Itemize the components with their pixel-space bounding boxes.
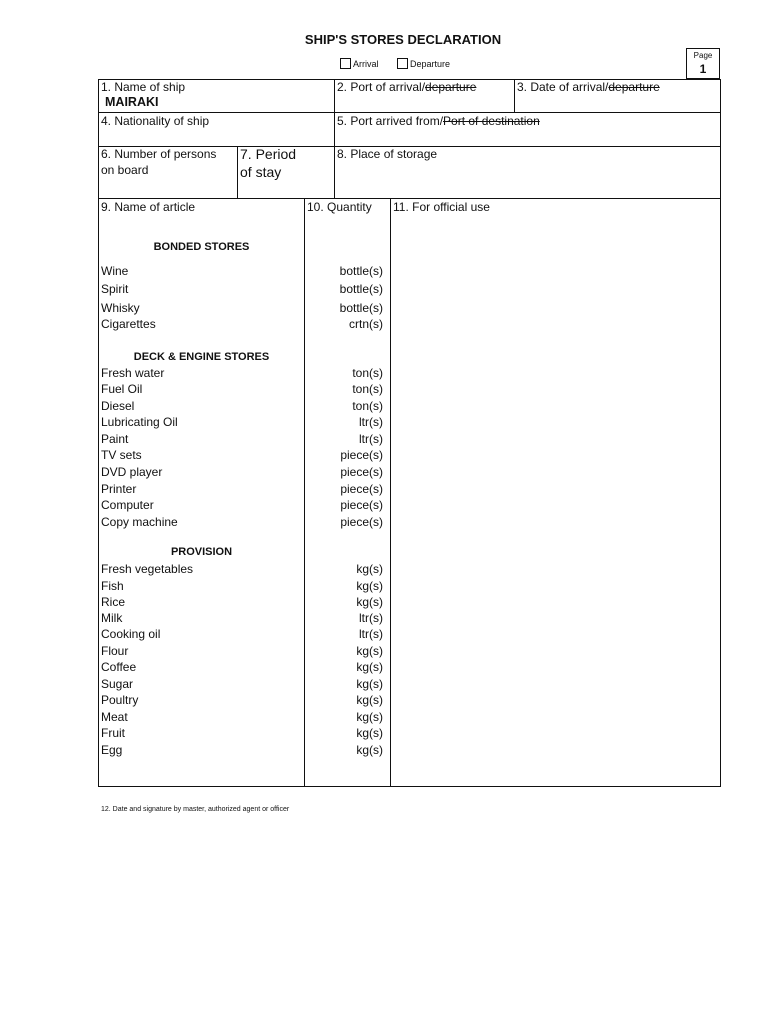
departure-checkbox-box[interactable] — [397, 58, 408, 69]
article-name: Fresh vegetables — [101, 562, 194, 576]
article-unit: ton(s) — [352, 382, 383, 396]
article-unit: ton(s) — [352, 366, 383, 380]
provision-heading: PROVISION — [170, 546, 233, 558]
article-name: Computer — [101, 498, 154, 512]
arrival-checkbox[interactable] — [340, 58, 379, 69]
article-name: Spirit — [101, 282, 129, 296]
article-name: Sugar — [101, 677, 134, 691]
field-5-label-struck: Port of destination — [443, 114, 540, 128]
form-bottom-border — [98, 786, 721, 787]
article-unit: piece(s) — [340, 515, 383, 529]
form-left-border — [98, 79, 99, 787]
article-unit: kg(s) — [356, 562, 383, 576]
article-unit: kg(s) — [356, 660, 383, 674]
deck-engine-stores-heading: DECK & ENGINE STORES — [133, 351, 270, 363]
col-divider-period — [237, 146, 238, 199]
article-unit: piece(s) — [340, 448, 383, 462]
page-label: Page — [693, 51, 713, 60]
article-name: Poultry — [101, 693, 139, 707]
article-name: Wine — [101, 264, 129, 278]
article-name: Egg — [101, 743, 123, 757]
arrival-label: Arrival — [353, 58, 379, 69]
article-unit: kg(s) — [356, 644, 383, 658]
departure-checkbox[interactable] — [397, 58, 450, 69]
article-name: Copy machine — [101, 515, 178, 529]
article-unit: ltr(s) — [359, 415, 383, 429]
article-unit: piece(s) — [340, 482, 383, 496]
article-unit: piece(s) — [340, 465, 383, 479]
row-divider-3 — [98, 198, 721, 199]
document-title: SHIP'S STORES DECLARATION — [304, 32, 502, 47]
article-name: Cigarettes — [101, 317, 156, 331]
article-name: Coffee — [101, 660, 137, 674]
article-unit: ltr(s) — [359, 432, 383, 446]
article-name: Meat — [101, 710, 128, 724]
article-unit: ltr(s) — [359, 627, 383, 641]
article-name: Rice — [101, 595, 126, 609]
ship-name-value[interactable]: MAIRAKI — [105, 95, 159, 109]
col-divider-date — [514, 79, 515, 113]
field-2-label — [337, 80, 476, 94]
field-8-label: 8. Place of storage — [337, 147, 438, 161]
arrival-checkbox-box[interactable] — [340, 58, 351, 69]
row-divider-1 — [98, 112, 721, 113]
field-6-label-line1: 6. Number of persons — [101, 147, 217, 161]
field-1-label: 1. Name of ship — [101, 80, 186, 94]
field-9-label: 9. Name of article — [101, 200, 196, 214]
col-divider-official — [390, 198, 391, 787]
field-11-label: 11. For official use — [393, 200, 490, 214]
article-unit: kg(s) — [356, 693, 383, 707]
field-2-label-struck: departure — [425, 80, 477, 94]
field-5-label — [337, 114, 540, 128]
page-number-box — [686, 48, 720, 79]
article-unit: bottle(s) — [339, 301, 383, 315]
article-unit: kg(s) — [356, 595, 383, 609]
article-name: Diesel — [101, 399, 135, 413]
field-6-label-line2: on board — [101, 163, 149, 177]
article-unit: piece(s) — [340, 498, 383, 512]
departure-label: Departure — [410, 58, 451, 69]
field-3-label-main: 3. Date of arrival/ — [517, 80, 609, 94]
article-unit: kg(s) — [356, 579, 383, 593]
article-name: Whisky — [101, 301, 140, 315]
field-5-label-main: 5. Port arrived from/ — [337, 114, 444, 128]
article-name: TV sets — [101, 448, 142, 462]
field-3-label — [517, 80, 660, 94]
field-10-label: 10. Quantity — [307, 200, 372, 214]
article-unit: kg(s) — [356, 743, 383, 757]
form-right-border — [720, 79, 721, 787]
bonded-stores-heading: BONDED STORES — [153, 241, 250, 253]
article-name: DVD player — [101, 465, 163, 479]
article-name: Paint — [101, 432, 129, 446]
article-unit: bottle(s) — [339, 282, 383, 296]
col-divider-quantity — [304, 198, 305, 787]
article-name: Lubricating Oil — [101, 415, 178, 429]
article-unit: kg(s) — [356, 677, 383, 691]
field-2-label-main: 2. Port of arrival/ — [337, 80, 426, 94]
article-name: Fuel Oil — [101, 382, 143, 396]
page-number: 1 — [699, 62, 707, 76]
article-unit: kg(s) — [356, 726, 383, 740]
article-name: Milk — [101, 611, 123, 625]
field-7-label-line1: 7. Period — [240, 146, 297, 162]
signature-note: 12. Date and signature by master, authorized agent or officer — [101, 806, 290, 813]
article-unit: ton(s) — [352, 399, 383, 413]
article-name: Printer — [101, 482, 137, 496]
col-divider-mid — [334, 79, 335, 199]
article-name: Fruit — [101, 726, 125, 740]
article-name: Fish — [101, 579, 124, 593]
article-name: Cooking oil — [101, 627, 161, 641]
article-unit: crtn(s) — [349, 317, 383, 331]
article-name: Fresh water — [101, 366, 165, 380]
field-3-label-struck: departure — [608, 80, 660, 94]
field-4-label: 4. Nationality of ship — [101, 114, 210, 128]
article-name: Flour — [101, 644, 129, 658]
field-7-label-line2: of stay — [240, 164, 282, 180]
article-unit: ltr(s) — [359, 611, 383, 625]
article-unit: kg(s) — [356, 710, 383, 724]
article-unit: bottle(s) — [339, 264, 383, 278]
